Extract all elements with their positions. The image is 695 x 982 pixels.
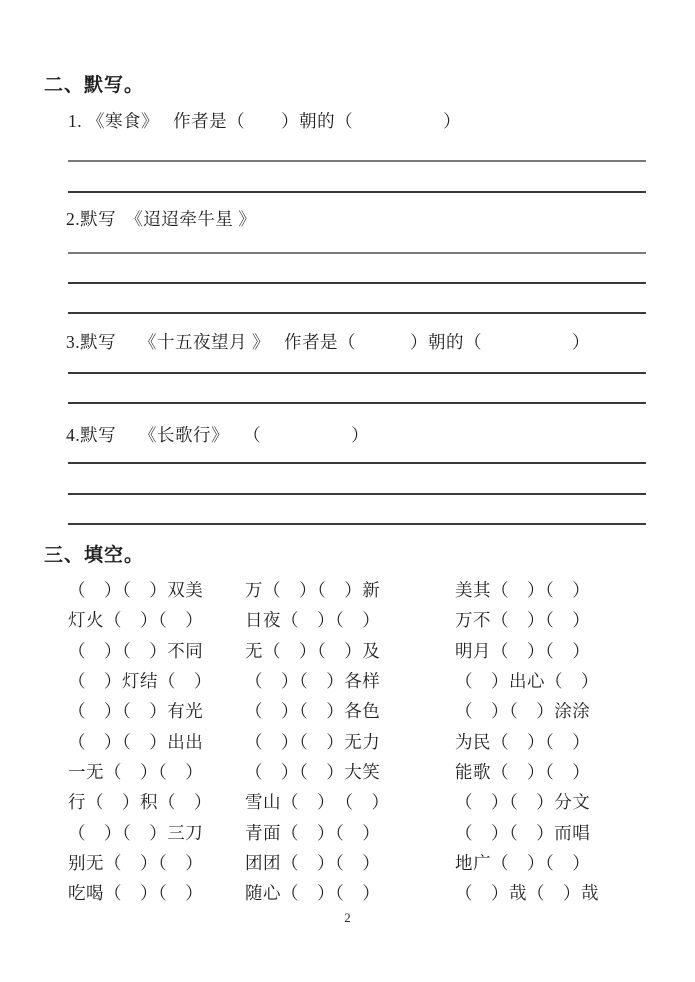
fill-blank-cell: （ ）（ ）分文 <box>455 792 591 812</box>
fill-blank-cell: 明月（ ）（ ） <box>455 641 591 661</box>
answer-line <box>68 191 646 193</box>
fill-blank-cell: 万（ ）（ ）新 <box>245 580 381 600</box>
section-fill-heading: 三、填空。 <box>44 545 145 566</box>
fill-blank-cell: 青面（ ）（ ） <box>245 823 381 843</box>
answer-line <box>68 523 646 525</box>
fill-blank-cell: 吃喝（ ）（ ） <box>68 883 204 903</box>
fill-blank-cell: （ ）（ ）而唱 <box>455 823 591 843</box>
fill-blank-cell: （ ）（ ）大笑 <box>245 762 381 782</box>
fill-blank-cell: （ ）（ ）有光 <box>68 701 204 721</box>
fill-blank-cell: （ ）（ ）不同 <box>68 641 204 661</box>
fill-blank-cell: 美其（ ）（ ） <box>455 580 591 600</box>
answer-line <box>68 252 646 254</box>
fill-blank-cell: 万不（ ）（ ） <box>455 610 591 630</box>
fill-blank-cell: 日夜（ ）（ ） <box>245 610 381 630</box>
fill-blank-cell: 团团（ ）（ ） <box>245 853 381 873</box>
fill-blank-cell: 一无（ ）（ ） <box>68 762 204 782</box>
fill-blank-cell: 别无（ ）（ ） <box>68 853 204 873</box>
fill-blank-cell: 为民（ ）（ ） <box>455 732 591 752</box>
fill-blank-cell: 能歌（ ）（ ） <box>455 762 591 782</box>
fill-blank-cell: 随心（ ）（ ） <box>245 883 381 903</box>
answer-line <box>68 282 646 284</box>
question-1: 1. 《寒食》 作者是（ ）朝的（ ） <box>68 111 462 131</box>
answer-line <box>68 160 646 162</box>
fill-blank-cell: （ ）（ ）各样 <box>245 671 381 691</box>
fill-blank-cell: 地广（ ）（ ） <box>455 853 591 873</box>
fill-blank-cell: （ ）灯结（ ） <box>68 671 212 691</box>
fill-blank-cell: 雪山（ ） （ ） <box>245 792 390 812</box>
fill-blank-cell: （ ）（ ）无力 <box>245 732 381 752</box>
answer-line <box>68 402 646 404</box>
section-dictation-heading: 二、默写。 <box>44 75 145 96</box>
question-2: 2.默写 《迢迢牵牛星 》 <box>66 209 257 229</box>
question-4: 4.默写 《长歌行》 （ ） <box>66 425 370 445</box>
fill-blank-cell: 无（ ）（ ）及 <box>245 641 381 661</box>
fill-blank-cell: （ ）（ ）涂涂 <box>455 701 591 721</box>
fill-blank-cell: （ ）哉（ ）哉 <box>455 883 599 903</box>
fill-blank-cell: （ ）（ ）各色 <box>245 701 381 721</box>
answer-line <box>68 372 646 374</box>
fill-blank-cell: （ ）（ ）三刀 <box>68 823 204 843</box>
question-3: 3.默写 《十五夜望月 》 作者是（ ）朝的（ ） <box>66 332 590 352</box>
answer-line <box>68 462 646 464</box>
fill-blank-cell: （ ）（ ）出出 <box>68 732 204 752</box>
fill-blank-cell: 灯火（ ）（ ） <box>68 610 204 630</box>
answer-line <box>68 493 646 495</box>
fill-blank-cell: （ ）（ ）双美 <box>68 580 204 600</box>
page-number: 2 <box>344 910 351 925</box>
fill-blank-cell: （ ）出心（ ） <box>455 671 599 691</box>
fill-blank-cell: 行（ ）积（ ） <box>68 792 212 812</box>
answer-line <box>68 312 646 314</box>
